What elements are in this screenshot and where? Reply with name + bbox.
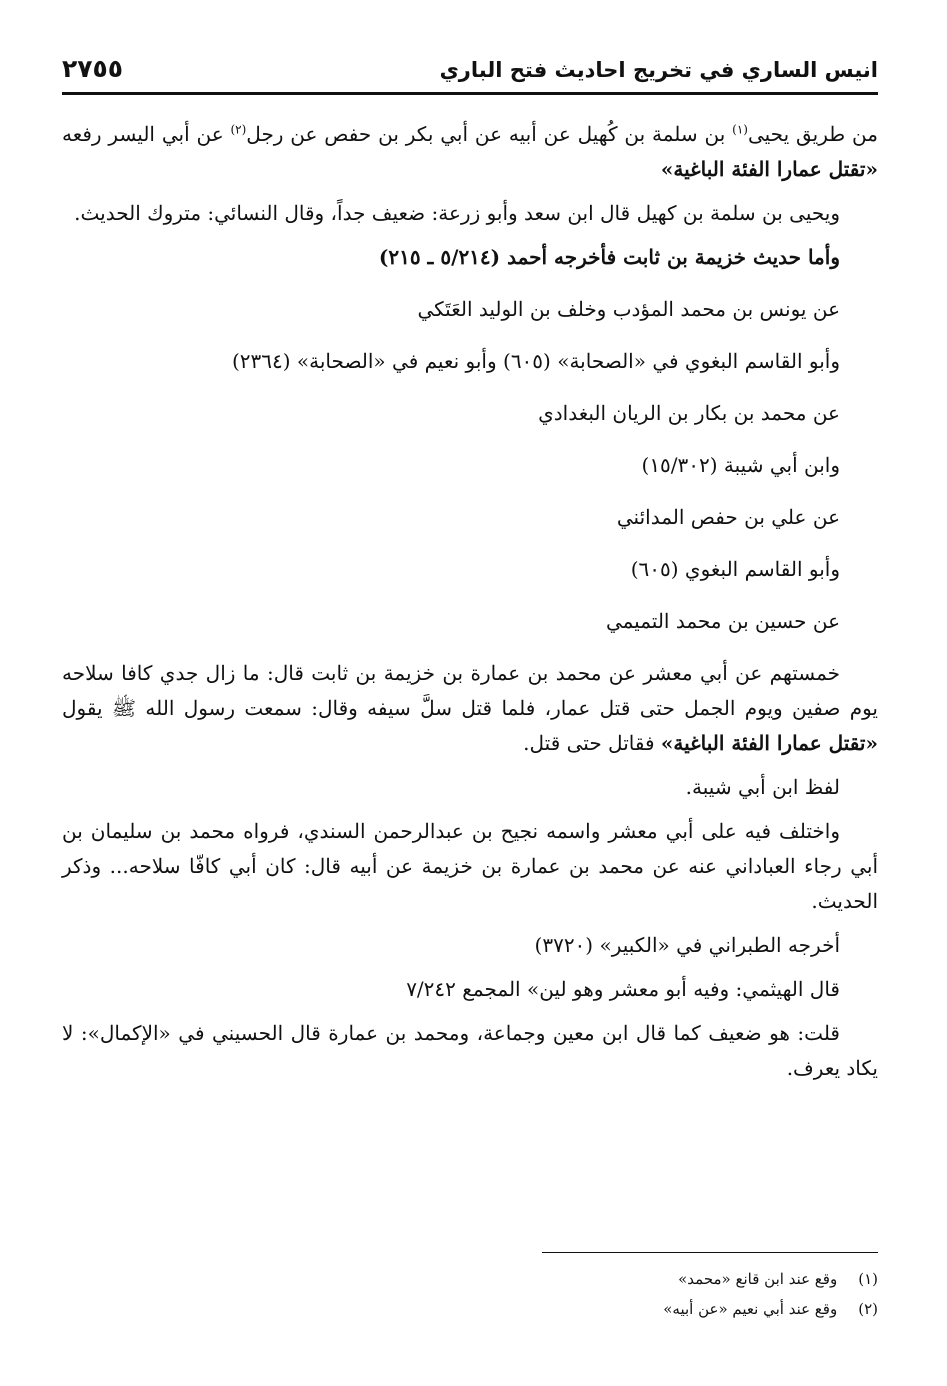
footnote-ref-1: (١)	[732, 122, 748, 137]
paragraph-wording-note: لفظ ابن أبي شيبة.	[685, 775, 840, 799]
text-segment: من طريق يحيى	[747, 122, 878, 146]
text-segment: فقاتل حتى قتل.	[523, 731, 661, 755]
footnote-2	[62, 1294, 878, 1324]
text-segment: خمستهم عن أبي معشر عن محمد بن عمارة بن خزيمة بن ثابت قال: ما زال جدي كافا سلاحه يوم صفين ويوم الجمل حتى قتل عمار، فلما قتل سلَّ سيفه وقال: سمعت رسول الله ﷺ يقول	[62, 661, 878, 720]
page-number: ٢٧٥٥	[62, 54, 124, 83]
book-title: انيس الساري في تخريج احاديث فتح الباري	[439, 58, 878, 82]
hadith-quote: «تقتل عمارا الفئة الباغية»	[660, 731, 878, 755]
chain-line: وأبو القاسم البغوي في «الصحابة» (٦٠٥) وأبو نعيم في «الصحابة» (٢٣٦٤)	[231, 349, 840, 373]
section-heading-khuzayma: وأما حديث خزيمة بن ثابت فأخرجه أحمد (٥/٢١٤ ـ ٢١٥)	[378, 245, 840, 269]
footnote-text: وقع عند ابن قانع «محمد»	[678, 1270, 838, 1288]
footnote-ref-2: (٢)	[230, 122, 247, 137]
paragraph-haythami: قال الهيثمي: وفيه أبو معشر وهو لين» المجمع ٧/٢٤٢	[406, 977, 840, 1001]
footnote-1	[62, 1264, 878, 1294]
paragraph-tabarani: أخرجه الطبراني في «الكبير» (٣٧٢٠)	[534, 933, 840, 957]
book-page	[62, 48, 878, 1348]
chain-line: عن حسين بن محمد التميمي	[605, 609, 840, 633]
footnote-number: (١)	[858, 1270, 878, 1288]
main-text	[62, 117, 878, 1086]
chain-line: عن يونس بن محمد المؤدب وخلف بن الوليد العَتَكي	[417, 297, 840, 321]
text-segment: بن سلمة بن كُهيل عن أبيه عن أبي بكر بن حفص عن رجل	[246, 122, 733, 146]
chain-line: وابن أبي شيبة (١٥/٣٠٢)	[641, 453, 840, 477]
paragraph-hadith-text	[62, 656, 878, 761]
footnote-divider	[542, 1252, 878, 1253]
hadith-quote: «تقتل عمارا الفئة الباغية»	[660, 157, 878, 181]
paragraph-chain-yahya	[62, 117, 878, 187]
text-segment: عن أبي اليسر رفعه	[62, 122, 231, 146]
footnote-text: وقع عند أبي نعيم «عن أبيه»	[663, 1300, 838, 1318]
chain-line: عن محمد بن بكار بن الريان البغدادي	[538, 401, 840, 425]
chain-line: وأبو القاسم البغوي (٦٠٥)	[630, 557, 840, 581]
chain-line: عن علي بن حفص المدائني	[616, 505, 840, 529]
footnotes	[62, 1264, 878, 1324]
paragraph-variation: واختلف فيه على أبي معشر واسمه نجيح بن عبدالرحمن السندي، فرواه محمد بن سليمان بن أبي رجاء العباداني عنه عن محمد بن عمارة بن خزيمة عن أبيه قال: كان أبي كافّا سلاحه... وذكر الحديث.	[62, 819, 879, 913]
paragraph-narrator-grading: ويحيى بن سلمة بن كهيل قال ابن سعد وأبو زرعة: ضعيف جداً، وقال النسائي: متروك الحديث.	[74, 201, 840, 225]
running-header	[62, 48, 878, 95]
paragraph-conclusion: قلت: هو ضعيف كما قال ابن معين وجماعة، ومحمد بن عمارة قال الحسيني في «الإكمال»: لا يكاد يعرف.	[62, 1021, 878, 1080]
footnote-number: (٢)	[858, 1300, 878, 1318]
